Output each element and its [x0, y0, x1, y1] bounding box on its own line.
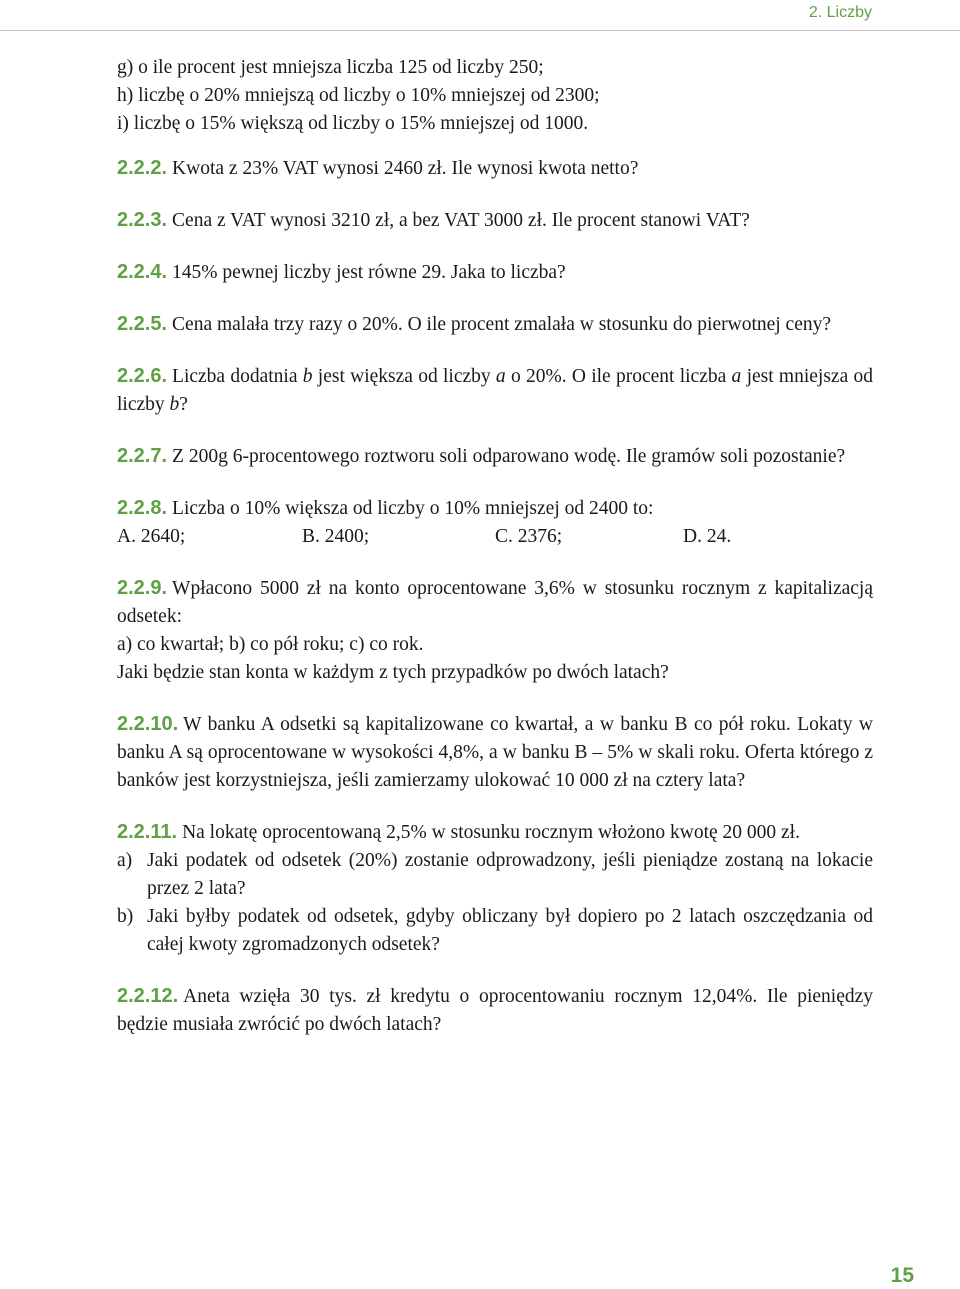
- subquestion-text: Jaki podatek od odsetek (20%) zostanie odprowadzony, jeśli pieniądze zostaną na lokacie przez 2 lata?: [147, 850, 873, 899]
- exercise-parts: a) co kwartał; b) co pół roku; c) co rok.: [117, 634, 424, 655]
- subquestion-a: [117, 847, 873, 903]
- list-item-label: g): [117, 57, 134, 78]
- exercise-text: o 20%. O ile procent liczba: [505, 366, 732, 387]
- exercise-text: Liczba o 10% większa od liczby o 10% mniejszej od 2400 to:: [172, 498, 654, 519]
- exercise-text: Cena malała trzy razy o 20%. O ile procent zmalała w stosunku do pierwotnej ceny?: [172, 314, 832, 335]
- list-continuation: [117, 54, 873, 138]
- option-a: A. 2640;: [117, 526, 186, 547]
- exercise-text: Z 200g 6-procentowego roztworu soli odparowano wodę. Ile gramów soli pozostanie?: [172, 446, 846, 467]
- exercise-number: 2.2.3.: [117, 209, 168, 231]
- header-rule: [0, 30, 960, 31]
- exercise-number: 2.2.12.: [117, 985, 179, 1007]
- exercise-text: Kwota z 23% VAT wynosi 2460 zł. Ile wynosi kwota netto?: [172, 158, 639, 179]
- exercise-number: 2.2.9.: [117, 577, 168, 599]
- subquestion-label: a): [117, 850, 133, 871]
- exercise-number: 2.2.2.: [117, 157, 168, 179]
- exercise-2-2-8: [117, 494, 873, 551]
- subquestion-b: [117, 903, 873, 959]
- page-content: [117, 54, 873, 1039]
- list-item-label: h): [117, 85, 134, 106]
- answer-options: [117, 523, 873, 551]
- exercise-text: Na lokatę oprocentowaną 2,5% w stosunku rocznym włożono kwotę 20 000 zł.: [182, 822, 800, 843]
- exercise-number: 2.2.6.: [117, 365, 168, 387]
- exercise-text: Wpłacono 5000 zł na konto oprocentowane 3,6% w stosunku rocznym z kapitalizacją odsetek:: [117, 578, 873, 627]
- variable-b: b: [302, 366, 313, 387]
- page-number: 15: [890, 1264, 914, 1287]
- exercise-2-2-10: [117, 710, 873, 795]
- exercise-text: Aneta wzięła 30 tys. zł kredytu o oprocentowaniu rocznym 12,04%. Ile pieniędzy będzie musiała zwrócić po dwóch latach?: [117, 986, 873, 1035]
- exercise-2-2-11: [117, 818, 873, 959]
- option-b: B. 2400;: [302, 526, 370, 547]
- exercise-2-2-12: [117, 982, 873, 1039]
- list-item-label: i): [117, 113, 129, 134]
- exercise-text: ?: [179, 394, 188, 415]
- list-item-text: liczbę o 20% mniejszą od liczby o 10% mniejszej od 2300;: [138, 85, 600, 106]
- list-item-text: o ile procent jest mniejsza liczba 125 od liczby 250;: [138, 57, 544, 78]
- exercise-2-2-9: [117, 574, 873, 687]
- subquestion-text: Jaki byłby podatek od odsetek, gdyby obliczany był dopiero po 2 latach oszczędzania od całej kwoty zgromadzonych odsetek?: [147, 906, 873, 955]
- exercise-text: 145% pewnej liczby jest równe 29. Jaka to liczba?: [172, 262, 566, 283]
- exercise-text: W banku A odsetki są kapitalizowane co kwartał, a w banku B co pół roku. Lokaty w banku A są oprocentowane w wysokości 4,8%, a w banku B – 5% w skali roku. Oferta którego z banków jest korzystniejsza, jeśli zamierzamy ulokować 10 000 zł na cztery lata?: [117, 714, 873, 791]
- exercise-2-2-4: [117, 258, 873, 287]
- running-header-chapter: 2. Liczby: [808, 4, 872, 21]
- list-item-i: [117, 110, 873, 138]
- exercise-number: 2.2.5.: [117, 313, 168, 335]
- exercise-number: 2.2.4.: [117, 261, 168, 283]
- exercise-text: jest większa od liczby: [312, 366, 496, 387]
- exercise-text: Cena z VAT wynosi 3210 zł, a bez VAT 3000 zł. Ile procent stanowi VAT?: [172, 210, 750, 231]
- exercise-number: 2.2.10.: [117, 713, 179, 735]
- exercise-number: 2.2.7.: [117, 445, 168, 467]
- variable-b: b: [169, 394, 180, 415]
- exercise-2-2-2: [117, 154, 873, 183]
- subquestion-label: b): [117, 906, 134, 927]
- exercise-2-2-7: [117, 442, 873, 471]
- list-item-text: liczbę o 15% większą od liczby o 15% mniejszej od 1000.: [133, 113, 589, 134]
- variable-a: a: [495, 366, 506, 387]
- exercise-question: Jaki będzie stan konta w każdym z tych przypadków po dwóch latach?: [117, 662, 669, 683]
- list-item-g: [117, 54, 873, 82]
- exercise-2-2-6: [117, 362, 873, 419]
- exercise-2-2-3: [117, 206, 873, 235]
- option-d: D. 24.: [683, 526, 732, 547]
- exercise-number: 2.2.11.: [117, 821, 178, 843]
- variable-a: a: [731, 366, 742, 387]
- exercise-number: 2.2.8.: [117, 497, 168, 519]
- option-c: C. 2376;: [495, 526, 563, 547]
- exercise-text: jest mniejsza od liczby: [117, 366, 873, 415]
- exercise-2-2-5: [117, 310, 873, 339]
- exercise-text: Liczba dodatnia: [172, 366, 303, 387]
- list-item-h: [117, 82, 873, 110]
